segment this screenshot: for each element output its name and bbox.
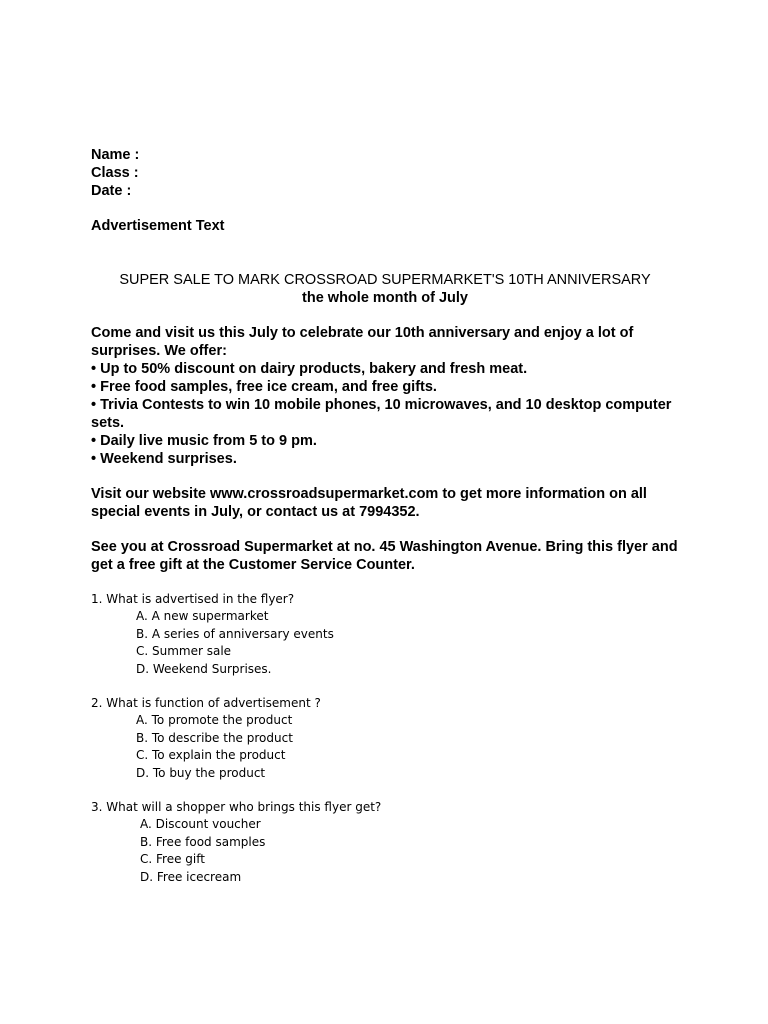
answer-option: A. Discount voucher xyxy=(140,817,261,832)
ad-offers xyxy=(91,324,691,468)
answer-option: A. To promote the product xyxy=(136,713,293,728)
section-title: Advertisement Text xyxy=(91,218,225,234)
offer-item: • Up to 50% discount on dairy products, bakery and fresh meat. xyxy=(91,361,528,377)
offer-item: • Free food samples, free ice cream, and free gifts. xyxy=(91,379,437,395)
answer-option: A. A new supermarket xyxy=(136,609,269,624)
question-3 xyxy=(91,799,691,886)
date-label: Date : xyxy=(91,183,132,199)
question-text: 2. What is function of advertisement ? xyxy=(91,696,321,711)
answer-option: B. To describe the product xyxy=(136,730,293,745)
answer-option: D. Weekend Surprises. xyxy=(136,661,272,676)
ad-title-line2: the whole month of July xyxy=(302,290,468,306)
ad-visit-paragraph: Visit our website www.crossroadsupermarket.com to get more information on all special events in July, or contact us at 7994352. xyxy=(91,486,647,520)
offer-item: • Daily live music from 5 to 9 pm. xyxy=(91,433,317,449)
question-text: 1. What is advertised in the flyer? xyxy=(91,592,295,606)
questions-section xyxy=(91,591,691,886)
student-info xyxy=(91,146,691,200)
question-2 xyxy=(91,695,691,782)
ad-title-line1: SUPER SALE TO MARK CROSSROAD SUPERMARKET'S 10TH ANNIVERSARY xyxy=(119,272,651,288)
ad-closing-paragraph: See you at Crossroad Supermarket at no. 45 Washington Avenue. Bring this flyer and get a free gift at the Customer Service Counter. xyxy=(91,539,678,573)
answer-option: C. Free gift xyxy=(140,852,205,867)
offer-item: • Weekend surprises. xyxy=(91,451,237,467)
ad-title xyxy=(91,271,679,307)
answer-option: B. Free food samples xyxy=(140,834,266,849)
question-1 xyxy=(91,591,691,678)
answer-option: C. Summer sale xyxy=(136,644,232,659)
answer-option: D. Free icecream xyxy=(140,869,242,884)
question-text: 3. What will a shopper who brings this flyer get? xyxy=(91,800,382,815)
answer-option: B. A series of anniversary events xyxy=(136,626,334,641)
offer-item: • Trivia Contests to win 10 mobile phones, 10 microwaves, and 10 desktop computer sets. xyxy=(91,397,672,431)
document-page xyxy=(91,146,691,903)
answer-option: D. To buy the product xyxy=(136,765,266,780)
name-label: Name : xyxy=(91,147,140,163)
answer-option: C. To explain the product xyxy=(136,748,286,763)
ad-intro: Come and visit us this July to celebrate our 10th anniversary and enjoy a lot of surprises. We offer: xyxy=(91,325,634,359)
class-label: Class : xyxy=(91,165,139,181)
